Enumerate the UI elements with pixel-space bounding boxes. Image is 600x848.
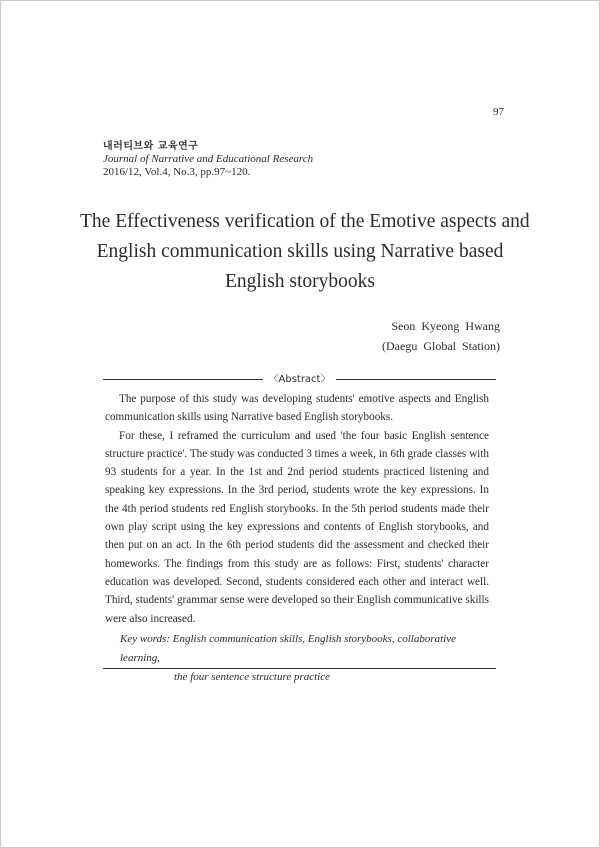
- author-name: Seon Kyeong Hwang: [391, 319, 500, 333]
- page-number: 97: [493, 106, 504, 118]
- bottom-rule: [103, 668, 496, 669]
- abstract-label: 〈Abstract〉: [268, 374, 331, 385]
- title-line: English communication skills using Narrative based: [96, 241, 504, 262]
- abstract-paragraph: For these, I reframed the curriculum and used 'the four basic English sentence structure practice'. The study was conducted 3 times a week, in 6th grade classes with 93 students for a year. In the 1st and 2nd period students practiced listening and speaking key expressions. In the 3rd period, students wrote the key expressions. In the 4th period students red English storybooks. In the 5th period students made their own play script using the key expressions and contents of English storybooks, and then put on an act. In the 6th period students did the assessment and checked their homeworks. The findings from this study are as follows: First, students' character education was developed. Second, students considered each other and interact well. Third, students' grammar sense were developed so their English communicative skills were also increased.: [105, 429, 489, 625]
- title-line: English storybooks: [224, 271, 376, 292]
- abstract-body: [105, 390, 489, 628]
- paper-title: [80, 207, 530, 297]
- keywords-line-1: Key words: English communication skills, English storybooks, collaborative learning,: [120, 633, 456, 664]
- title-line: The Effectiveness verification of the Emotive aspects and: [80, 211, 530, 232]
- author-block: [382, 316, 500, 356]
- journal-english-name: Journal of Narrative and Educational Research: [103, 153, 314, 165]
- abstract-paragraph: The purpose of this study was developing students' emotive aspects and English communication skills using Narrative based English storybooks.: [105, 393, 489, 424]
- journal-korean-name: 내러티브와 교육연구: [103, 141, 199, 152]
- keywords: [120, 630, 492, 687]
- abstract-header: [103, 373, 496, 387]
- abstract-rule-right: [336, 379, 496, 380]
- keywords-line-2: the four sentence structure practice: [174, 671, 330, 683]
- journal-issue: 2016/12, Vol.4, No.3, pp.97~120.: [103, 166, 251, 178]
- author-affiliation: (Daegu Global Station): [382, 339, 500, 353]
- journal-info: [103, 140, 313, 179]
